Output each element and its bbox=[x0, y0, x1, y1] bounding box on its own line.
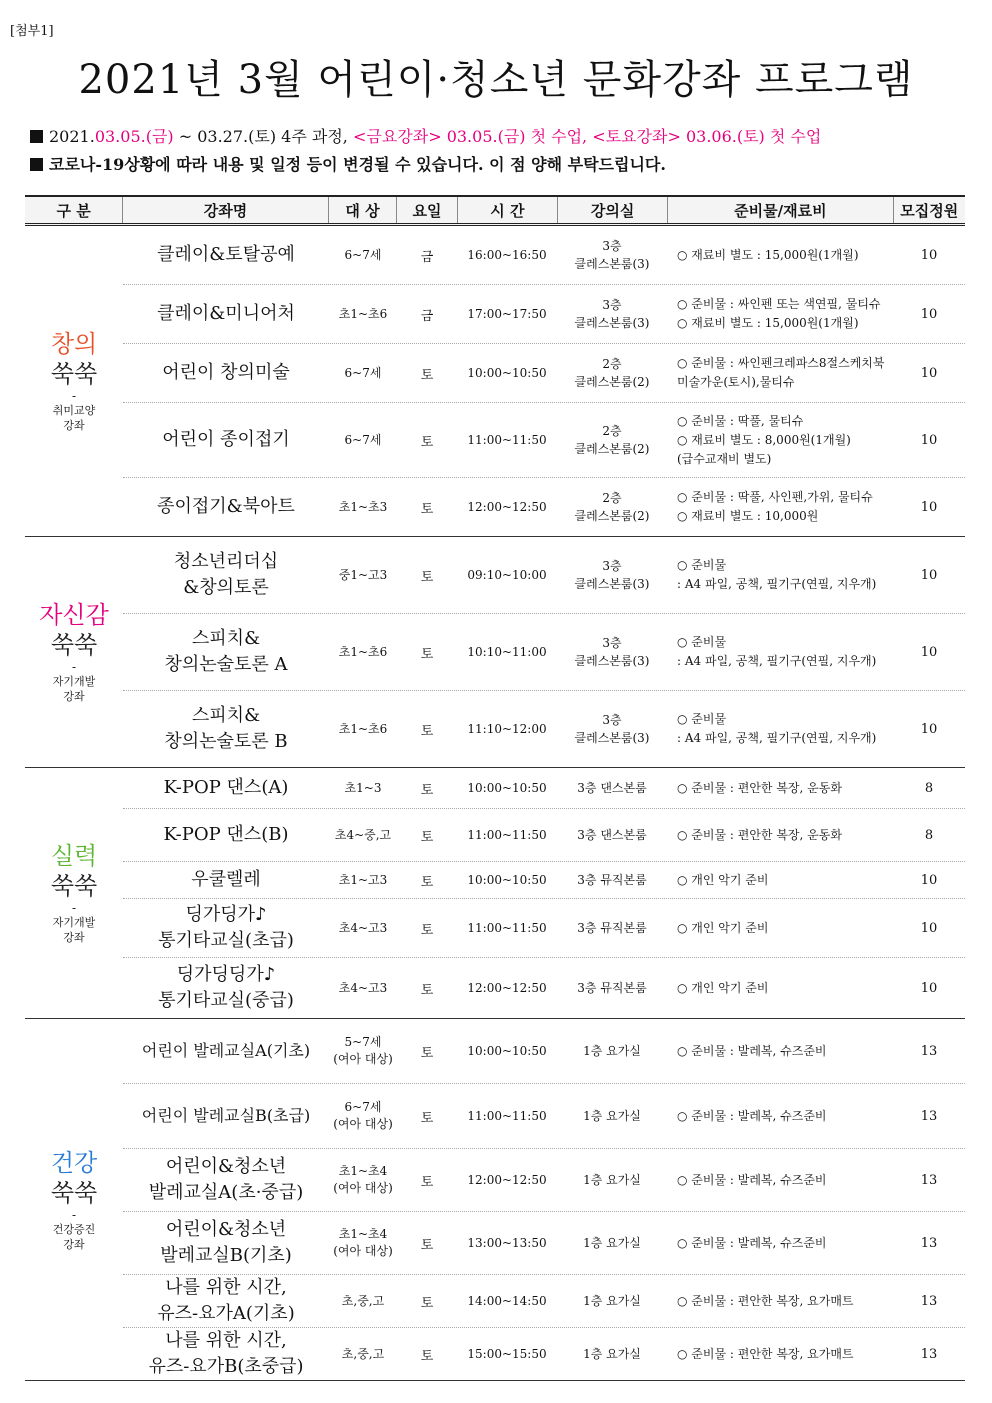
header-room: 강의실 bbox=[558, 197, 668, 223]
category-label bbox=[25, 537, 123, 767]
course-target: 초,중,고 bbox=[341, 1346, 385, 1361]
course-supplies: ○ 개인 악기 준비 bbox=[677, 980, 769, 995]
course-day: 토 bbox=[420, 922, 434, 938]
table-row bbox=[123, 344, 965, 403]
course-rows bbox=[123, 768, 965, 1018]
course-day: 토 bbox=[420, 367, 434, 383]
course-time: 12:00~12:50 bbox=[467, 500, 547, 514]
course-room: 3층 클레스본룸(3) bbox=[574, 298, 650, 330]
table-body bbox=[25, 226, 965, 1381]
course-day: 토 bbox=[420, 1110, 434, 1126]
course-target: 초1~3 bbox=[344, 780, 382, 795]
course-supplies: ○ 준비물 : 발레복, 슈즈준비 bbox=[677, 1108, 827, 1123]
course-capacity: 13 bbox=[920, 1235, 938, 1251]
course-target: 초,중,고 bbox=[341, 1293, 385, 1308]
course-day: 토 bbox=[420, 1045, 434, 1061]
course-supplies: ○ 준비물 : 딱풀, 사인펜,가위, 물티슈 ○ 재료비 별도 : 10,000원 bbox=[677, 490, 873, 523]
course-name: 딩가딩가♪ 통기타교실(초급) bbox=[158, 904, 294, 951]
category-label bbox=[25, 226, 123, 536]
table-row bbox=[123, 1084, 965, 1149]
course-supplies: ○ 준비물 : A4 파일, 공책, 필기구(연필, 지우개) bbox=[677, 558, 877, 591]
course-capacity: 10 bbox=[920, 980, 938, 996]
course-capacity: 8 bbox=[924, 780, 934, 796]
category-tag: 취미교양 강좌 bbox=[52, 404, 96, 432]
course-day: 토 bbox=[420, 829, 434, 845]
category-tag: 건강증진 강좌 bbox=[52, 1222, 96, 1251]
course-name: 클레이&토탈공예 bbox=[157, 244, 295, 265]
course-time: 11:00~11:50 bbox=[467, 1109, 547, 1123]
notice-prefix: 2021. bbox=[49, 127, 95, 146]
course-day: 토 bbox=[420, 646, 434, 662]
course-supplies: ○ 준비물 : 딱풀, 물티슈 ○ 재료비 별도 : 8,000원(1개월) (급수교재비 별도) bbox=[677, 413, 851, 466]
course-time: 12:00~12:50 bbox=[467, 981, 547, 995]
course-day: 토 bbox=[420, 723, 434, 739]
course-capacity: 10 bbox=[920, 721, 938, 737]
course-capacity: 13 bbox=[920, 1043, 938, 1059]
course-day: 금 bbox=[420, 249, 434, 265]
course-room: 3층 클레스본룸(3) bbox=[574, 239, 650, 271]
course-time: 09:10~10:00 bbox=[467, 568, 547, 582]
course-time: 11:00~11:50 bbox=[467, 433, 547, 447]
table-header bbox=[25, 195, 965, 226]
course-name: 어린이&청소년 발레교실B(기초) bbox=[160, 1219, 292, 1266]
course-name: 나를 위한 시간, 유즈-요가A(기초) bbox=[157, 1277, 295, 1324]
course-target: 6~7세 bbox=[344, 247, 382, 262]
table-row bbox=[123, 285, 965, 344]
course-supplies: ○ 개인 악기 준비 bbox=[677, 920, 769, 935]
course-capacity: 10 bbox=[920, 432, 938, 448]
category-label bbox=[25, 1019, 123, 1380]
course-time: 10:00~10:50 bbox=[467, 873, 547, 887]
course-room: 1층 요가실 bbox=[583, 1044, 641, 1058]
course-capacity: 10 bbox=[920, 247, 938, 263]
header-day: 요일 bbox=[397, 197, 458, 223]
course-day: 토 bbox=[420, 1237, 434, 1253]
category-sub: 쑥쑥 bbox=[50, 872, 98, 900]
course-room: 2층 클레스본룸(2) bbox=[574, 491, 650, 523]
course-room: 2층 클레스본룸(2) bbox=[574, 424, 650, 456]
course-time: 10:00~10:50 bbox=[467, 1044, 547, 1058]
header-supplies: 준비물/재료비 bbox=[668, 197, 893, 223]
course-target: 초1~고3 bbox=[338, 872, 388, 887]
attachment-label: [첨부1] bbox=[10, 24, 54, 39]
course-supplies: ○ 준비물 : 편안한 복장, 운동화 bbox=[677, 780, 842, 795]
course-supplies: ○ 개인 악기 준비 bbox=[677, 872, 769, 887]
category-label bbox=[25, 768, 123, 1018]
course-room: 3층 댄스본룸 bbox=[577, 828, 647, 842]
course-day: 토 bbox=[420, 501, 434, 517]
course-supplies: ○ 준비물 : 편안한 복장, 요가매트 bbox=[677, 1346, 854, 1361]
header-capacity: 모집정원 bbox=[900, 201, 959, 220]
category-group bbox=[25, 226, 965, 537]
course-name: 스피치& 창의논술토론 B bbox=[164, 705, 288, 752]
course-time: 11:00~11:50 bbox=[467, 828, 547, 842]
course-capacity: 8 bbox=[924, 827, 934, 843]
category-sub: 쑥쑥 bbox=[50, 631, 98, 659]
course-capacity: 13 bbox=[920, 1108, 938, 1124]
category-dash: - bbox=[71, 389, 77, 403]
course-target: 초1~초4 (여아 대상) bbox=[333, 1164, 393, 1195]
table-row bbox=[123, 691, 965, 767]
table-row bbox=[123, 226, 965, 285]
course-rows bbox=[123, 1019, 965, 1380]
course-supplies: ○ 준비물 : A4 파일, 공책, 필기구(연필, 지우개) bbox=[677, 635, 877, 668]
category-dash: - bbox=[71, 660, 77, 674]
course-room: 3층 클레스본룸(3) bbox=[574, 713, 650, 745]
notice-start-date: 03.05.(금) bbox=[94, 127, 174, 146]
course-supplies: ○ 준비물 : 싸인펜 또는 색연필, 물티슈 ○ 재료비 별도 : 15,000원(1개월) bbox=[677, 297, 881, 330]
course-target: 중1~고3 bbox=[338, 567, 388, 582]
course-capacity: 10 bbox=[920, 920, 938, 936]
course-target: 초4~중,고 bbox=[334, 827, 392, 842]
category-dash: - bbox=[71, 901, 77, 915]
course-time: 13:00~13:50 bbox=[467, 1236, 547, 1250]
course-supplies: ○ 준비물 : A4 파일, 공책, 필기구(연필, 지우개) bbox=[677, 712, 877, 745]
course-name: K-POP 댄스(A) bbox=[163, 777, 289, 798]
notice-middle: ~ 03.27.(토) 4주 과정, bbox=[173, 127, 353, 146]
table-row bbox=[123, 478, 965, 536]
table-row bbox=[123, 1149, 965, 1212]
table-row bbox=[123, 537, 965, 614]
course-target: 6~7세 bbox=[344, 432, 382, 447]
category-dash: - bbox=[71, 1207, 77, 1222]
course-room: 3층 댄스본룸 bbox=[577, 781, 647, 795]
category-tag: 자기개발 강좌 bbox=[52, 675, 96, 703]
header-category: 구 분 bbox=[25, 197, 123, 223]
course-time: 14:00~14:50 bbox=[467, 1294, 547, 1308]
course-name: 어린이 창의미술 bbox=[162, 362, 290, 383]
course-supplies: ○ 준비물 : 편안한 복장, 요가매트 bbox=[677, 1293, 854, 1308]
category-tag: 자기개발 강좌 bbox=[52, 916, 96, 944]
course-day: 토 bbox=[420, 1348, 434, 1364]
course-name: K-POP 댄스(B) bbox=[163, 824, 289, 845]
course-time: 11:00~11:50 bbox=[467, 921, 547, 935]
header-course: 강좌명 bbox=[123, 197, 328, 223]
course-day: 토 bbox=[420, 569, 434, 585]
course-supplies: ○ 준비물 : 발레복, 슈즈준비 bbox=[677, 1172, 827, 1187]
square-bullet-icon bbox=[30, 130, 43, 143]
course-room: 3층 클레스본룸(3) bbox=[574, 559, 650, 591]
square-bullet-icon bbox=[30, 158, 43, 171]
course-supplies: ○ 재료비 별도 : 15,000원(1개월) bbox=[677, 247, 859, 262]
category-name: 창의 bbox=[50, 330, 98, 358]
category-group bbox=[25, 1019, 965, 1381]
course-time: 10:00~10:50 bbox=[467, 366, 547, 380]
category-sub: 쑥쑥 bbox=[50, 1178, 98, 1207]
course-room: 1층 요가실 bbox=[583, 1347, 641, 1361]
header-time: 시 간 bbox=[458, 197, 558, 223]
table-row bbox=[123, 1019, 965, 1084]
course-target: 초1~초6 bbox=[338, 306, 388, 321]
course-capacity: 10 bbox=[920, 872, 938, 888]
course-name: 나를 위한 시간, 유즈-요가B(초중급) bbox=[148, 1330, 304, 1377]
course-day: 토 bbox=[420, 1295, 434, 1311]
course-time: 10:10~11:00 bbox=[467, 645, 547, 659]
course-capacity: 10 bbox=[920, 567, 938, 583]
category-name: 자신감 bbox=[39, 601, 109, 629]
course-day: 금 bbox=[420, 308, 434, 324]
covid-notice-text: 코로나-19상황에 따라 내용 및 일정 등이 변경될 수 있습니다. 이 점 양해 부탁드립니다. bbox=[49, 155, 666, 174]
course-time: 10:00~10:50 bbox=[467, 781, 547, 795]
table-row bbox=[123, 1328, 965, 1380]
course-target: 초1~초6 bbox=[338, 721, 388, 736]
course-target: 5~7세 (여아 대상) bbox=[333, 1035, 393, 1066]
course-room: 3층 클레스본룸(3) bbox=[574, 636, 650, 668]
course-capacity: 10 bbox=[920, 644, 938, 660]
course-capacity: 13 bbox=[920, 1346, 938, 1362]
course-day: 토 bbox=[420, 1174, 434, 1190]
course-target: 초4~고3 bbox=[338, 980, 388, 995]
course-time: 17:00~17:50 bbox=[467, 307, 547, 321]
course-target: 초1~초4 (여아 대상) bbox=[333, 1227, 393, 1258]
covid-notice bbox=[30, 152, 666, 175]
category-name: 실력 bbox=[50, 842, 98, 870]
course-time: 11:10~12:00 bbox=[467, 722, 547, 736]
course-name: 어린이 종이접기 bbox=[162, 429, 290, 450]
program-table bbox=[25, 195, 965, 1381]
table-row bbox=[123, 809, 965, 862]
course-name: 우쿨렐레 bbox=[191, 869, 261, 890]
course-target: 초1~초6 bbox=[338, 644, 388, 659]
category-group bbox=[25, 768, 965, 1019]
course-name: 클레이&미니어처 bbox=[157, 303, 295, 324]
course-target: 초4~고3 bbox=[338, 920, 388, 935]
table-row bbox=[123, 614, 965, 691]
course-supplies: ○ 준비물 : 싸인펜크레파스8절스케치북 미술가운(토시),물티슈 bbox=[677, 356, 885, 389]
category-name: 건강 bbox=[50, 1148, 98, 1177]
course-capacity: 13 bbox=[920, 1172, 938, 1188]
course-room: 3층 뮤직본룸 bbox=[577, 873, 647, 887]
course-room: 1층 요가실 bbox=[583, 1294, 641, 1308]
header-target: 대 상 bbox=[329, 197, 398, 223]
table-row bbox=[123, 1212, 965, 1275]
category-group bbox=[25, 537, 965, 768]
course-name: 어린이&청소년 발레교실A(초·중급) bbox=[148, 1156, 304, 1203]
course-room: 2층 클레스본룸(2) bbox=[574, 357, 650, 389]
course-day: 토 bbox=[420, 434, 434, 450]
course-name: 어린이 발레교실A(기초) bbox=[141, 1041, 311, 1060]
table-row bbox=[123, 403, 965, 478]
course-name: 딩가딩딩가♪ 통기타교실(중급) bbox=[158, 964, 294, 1011]
course-capacity: 10 bbox=[920, 499, 938, 515]
course-room: 1층 요가실 bbox=[583, 1173, 641, 1187]
course-room: 1층 요가실 bbox=[583, 1236, 641, 1250]
course-day: 토 bbox=[420, 874, 434, 890]
course-room: 3층 뮤직본룸 bbox=[577, 921, 647, 935]
course-rows bbox=[123, 226, 965, 536]
course-name: 종이접기&북아트 bbox=[157, 496, 295, 517]
course-time: 15:00~15:50 bbox=[467, 1347, 547, 1361]
course-capacity: 10 bbox=[920, 306, 938, 322]
course-target: 초1~초3 bbox=[338, 499, 388, 514]
course-name: 스피치& 창의논술토론 A bbox=[164, 628, 288, 675]
course-capacity: 10 bbox=[920, 365, 938, 381]
course-day: 토 bbox=[420, 782, 434, 798]
course-supplies: ○ 준비물 : 편안한 복장, 운동화 bbox=[677, 827, 842, 842]
course-name: 어린이 발레교실B(초급) bbox=[141, 1106, 311, 1125]
notice-first-class: <금요강좌> 03.05.(금) 첫 수업, <토요강좌> 03.06.(토) 첫 수업 bbox=[352, 127, 822, 146]
course-supplies: ○ 준비물 : 발레복, 슈즈준비 bbox=[677, 1043, 827, 1058]
course-room: 3층 뮤직본룸 bbox=[577, 981, 647, 995]
course-rows bbox=[123, 537, 965, 767]
course-room: 1층 요가실 bbox=[583, 1109, 641, 1123]
table-row bbox=[123, 768, 965, 809]
course-supplies: ○ 준비물 : 발레복, 슈즈준비 bbox=[677, 1235, 827, 1250]
course-time: 16:00~16:50 bbox=[467, 248, 547, 262]
course-capacity: 13 bbox=[920, 1293, 938, 1309]
table-row bbox=[123, 1275, 965, 1328]
course-target: 6~7세 bbox=[344, 365, 382, 380]
course-day: 토 bbox=[420, 982, 434, 998]
course-name: 청소년리더십 &창의토론 bbox=[173, 551, 279, 598]
course-target: 6~7세 (여아 대상) bbox=[333, 1100, 393, 1131]
page-title: 2021년 3월 어린이·청소년 문화강좌 프로그램 bbox=[78, 57, 914, 103]
table-row bbox=[123, 899, 965, 958]
table-row bbox=[123, 862, 965, 899]
course-time: 12:00~12:50 bbox=[467, 1173, 547, 1187]
table-row bbox=[123, 958, 965, 1018]
category-sub: 쑥쑥 bbox=[50, 360, 98, 388]
schedule-notice bbox=[30, 124, 821, 147]
